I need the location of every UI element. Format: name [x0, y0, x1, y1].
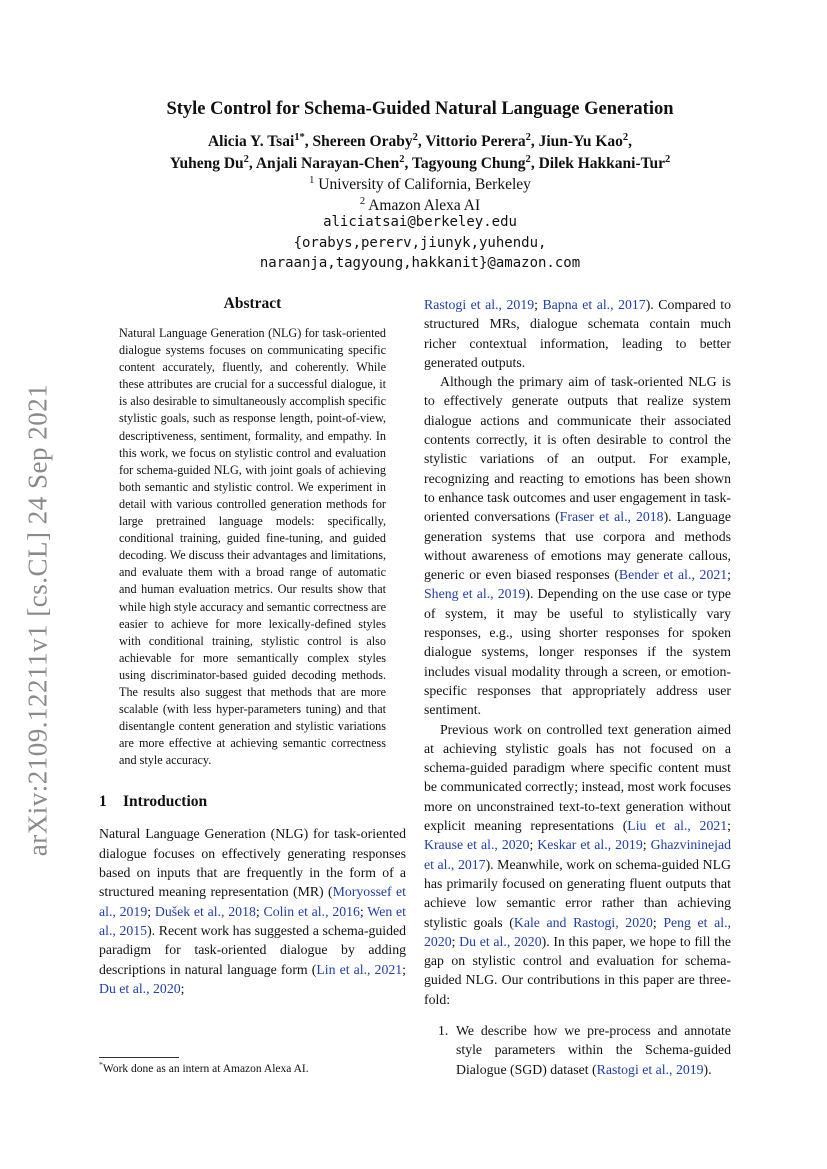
- intro-paragraph-3: [424, 720, 731, 1009]
- author-name: Dilek Hakkani-Tur: [538, 154, 666, 172]
- citation-link[interactable]: Du et al., 2020: [459, 933, 542, 949]
- affiliation-name: Amazon Alexa AI: [368, 196, 481, 214]
- paragraph-text: ). Meanwhile, work on schema-guided NLG has primarily focused on generating fluent outputs that achieve low semantic error rather than achieving stylistic goals (: [424, 856, 732, 930]
- citation-link[interactable]: Keskar et al., 2019: [537, 837, 643, 853]
- paragraph-text: ;: [451, 933, 460, 949]
- list-item-text: We describe how we pre-process and annotate style parameters within the Schema-guided Dialogue (SGD) dataset (: [456, 1022, 731, 1077]
- paragraph-text: ;: [534, 297, 543, 312]
- paragraph-text: ;: [727, 567, 731, 583]
- citation-link[interactable]: Fraser et al., 2018: [559, 509, 664, 525]
- author-emails: [90, 212, 750, 274]
- paragraph-text: ). In this paper, we hope to fill the gap on stylistic control and evaluation for schema-guided NLG. Our contributions in this paper are three-fold:: [424, 933, 731, 1007]
- left-column: [99, 295, 406, 998]
- author-line-1: Alicia Y. Tsai$^{1*}$, Shereen Oraby$^2$, Vittorio Perera$^2$, Jiun-Yu Kao$^2$,: [207, 131, 633, 150]
- arxiv-identifier: arXiv:2109.12211v1 [cs.CL] 24 Sep 2021: [22, 383, 53, 857]
- citation-link[interactable]: Rastogi et al., 2019: [424, 297, 535, 312]
- affiliation-mark: 1: [309, 174, 315, 186]
- contributions-list: [424, 1021, 731, 1079]
- author-affiliation-mark: 2: [665, 153, 671, 165]
- author-name: Alicia Y. Tsai: [207, 133, 295, 150]
- paragraph-text: ;: [652, 914, 664, 930]
- paragraph-text: ;: [642, 837, 651, 853]
- citation-link[interactable]: Rastogi et al., 2019: [596, 1061, 704, 1077]
- right-column: [424, 295, 731, 1079]
- affiliation-name: University of California, Berkeley: [318, 176, 531, 193]
- author-name: Anjali Narayan-Chen: [255, 154, 400, 172]
- author-affiliation-mark: 2: [243, 153, 249, 165]
- intro-paragraph-1-continued: [424, 295, 731, 372]
- list-number: 1.: [438, 1022, 449, 1038]
- abstract-heading: Abstract: [223, 295, 282, 312]
- citation-link[interactable]: Dušek et al., 2018: [154, 903, 256, 919]
- affiliations: [90, 175, 750, 216]
- citation-link[interactable]: Du et al., 2020: [99, 980, 181, 996]
- footnote-mark: *: [99, 1060, 103, 1070]
- intro-paragraph-1: [99, 824, 406, 998]
- paragraph-text: ;: [180, 980, 185, 996]
- paragraph-text: ). Compared to structured MRs, dialogue schemata contain much richer contextual information, leading to better generated outputs.: [424, 297, 731, 370]
- author-affiliation-mark: 2: [412, 131, 418, 143]
- footnote-divider: [99, 1057, 179, 1058]
- author-list: [90, 131, 750, 174]
- affiliation-mark: 2: [359, 195, 366, 207]
- section-title: Introduction: [123, 793, 208, 811]
- email-line: naraanja,tagyoung,hakkanit}@amazon.com: [259, 255, 581, 271]
- citation-link[interactable]: Moryossef et al., 2019: [99, 884, 407, 919]
- citation-link[interactable]: Krause et al., 2020: [424, 837, 530, 853]
- abstract-text: Natural Language Generation (NLG) for task-oriented dialogue systems focuses on communicating specific content accurately, fluently, and coherently. While these attributes are crucial for a successful dialogue, it is also desirable to simultaneously accomplish specific stylistic goals, such as response length, point-of-view, descriptiveness, sentiment, formality, and empathy. In this work, we focus on stylistic control and evaluation for schema-guided NLG, with joint goals of achieving both semantic and stylistic control. We experiment in detail with various controlled generation methods for large pretrained language models: specifically, conditional training, guided fine-tuning, and guided decoding. We discuss their advantages and limitations, and evaluate them with a broad range of automatic and human evaluation metrics. Our results show that while high style accuracy and semantic correctness are easier to achieve for more lexically-defined styles with conditional training, stylistic control is also achievable for more semantically complex styles using discriminator-based guided decoding methods. The results also suggest that methods that are more scalable (with less hyper-parameters tuning) and that disentangle content generation and stylistic variations are more effective at achieving semantic correctness and style accuracy.: [119, 326, 386, 768]
- paragraph-text: ). Depending on the use case or type of system, it may be useful to stylistically vary responses, e.g., using shorter responses for spoken dialogue systems, longer responses if the system includes visual modality through a screen, or emotion-specific responses that appropriately address user sentiment.: [424, 586, 731, 718]
- paragraph-text: ;: [727, 818, 731, 834]
- author-name: Tagyoung Chung: [411, 154, 526, 172]
- paragraph-text: ). Language generation systems that use corpora and methods without awareness of emotions may generate callous, generic or even biased responses (: [424, 509, 732, 583]
- author-line-2: Yuheng Du$^2$, Anjali Narayan-Chen$^2$, Tagyoung Chung$^2$, Dilek Hakkani-Tur$^2$: [169, 153, 671, 172]
- author-affiliation-mark: 2: [622, 131, 629, 143]
- citation-link[interactable]: Liu et al., 2021: [627, 818, 728, 834]
- section-number: 1: [99, 793, 107, 811]
- paragraph-text: ;: [359, 903, 368, 919]
- email-line: aliciatsai@berkeley.edu: [323, 214, 517, 230]
- list-item: [424, 1021, 731, 1079]
- section-heading-introduction: [99, 793, 406, 811]
- author-name: Shereen Oraby: [312, 133, 413, 150]
- paragraph-text: ;: [255, 903, 264, 919]
- intro-paragraph-2: [424, 372, 731, 719]
- author-name: Jiun-Yu Kao: [538, 133, 623, 150]
- email-line: {orabys,pererv,jiunyk,yuhendu,: [293, 234, 547, 251]
- author-affiliation-mark: 2: [525, 131, 531, 143]
- paper-title: Style Control for Schema-Guided Natural Language Generation: [166, 99, 674, 119]
- arxiv-sidebar: [16, 360, 60, 880]
- citation-link[interactable]: Colin et al., 2016: [263, 903, 360, 919]
- affiliation-1: [90, 175, 750, 196]
- list-item-text: ).: [703, 1061, 712, 1077]
- citation-link[interactable]: Peng et al., 2020: [424, 914, 731, 949]
- citation-link[interactable]: Kale and Rastogi, 2020: [513, 914, 653, 930]
- paragraph-text: Although the primary aim of task-oriented NLG is to effectively generate outputs that realize system dialogue actions and communicate their associated contents correctly, it is often desirable to control the stylistic variations of an output. For example, recognizing and reacting to emotions has been shown to enhance task outcomes and user engagement in task-oriented conversations (: [424, 374, 731, 525]
- author-affiliation-mark: 2: [525, 153, 531, 165]
- footnote: [99, 1060, 309, 1075]
- paragraph-text: ;: [147, 903, 155, 919]
- paragraph-text: Natural Language Generation (NLG) for task-oriented dialogue focuses on effectively generating responses based on inputs that are frequently in the form of a structured meaning representation (MR) (: [99, 826, 406, 900]
- author-name: Yuheng Du: [169, 154, 244, 172]
- author-name: Vittorio Perera: [425, 133, 526, 150]
- author-affiliation-mark: 2: [399, 153, 405, 165]
- paragraph-text: ;: [529, 837, 538, 853]
- citation-link[interactable]: Lin et al., 2021: [316, 961, 403, 977]
- citation-link[interactable]: Wen et al., 2015: [99, 903, 406, 938]
- paragraph-text: ;: [402, 961, 406, 977]
- citation-link[interactable]: Sheng et al., 2019: [424, 586, 526, 602]
- author-affiliation-mark: 1*: [294, 131, 305, 143]
- paragraph-text: ). Recent work has suggested a schema-guided paradigm for task-oriented dialogue by adding descriptions in natural language form (: [99, 922, 406, 977]
- citation-link[interactable]: Bender et al., 2021: [618, 567, 728, 583]
- citation-link[interactable]: Bapna et al., 2017: [542, 297, 646, 312]
- paragraph-text: Previous work on controlled text generation aimed at achieving stylistic goals has not focused on a schema-guided paradigm where specific content must be communicated correctly; instead, most work focuses more on unconstrained text-to-text generation without explicit meaning representations (: [424, 721, 731, 834]
- citation-link[interactable]: Ghazvininejad et al., 2017: [424, 837, 732, 872]
- footnote-text: Work done as an intern at Amazon Alexa AI.: [102, 1063, 309, 1075]
